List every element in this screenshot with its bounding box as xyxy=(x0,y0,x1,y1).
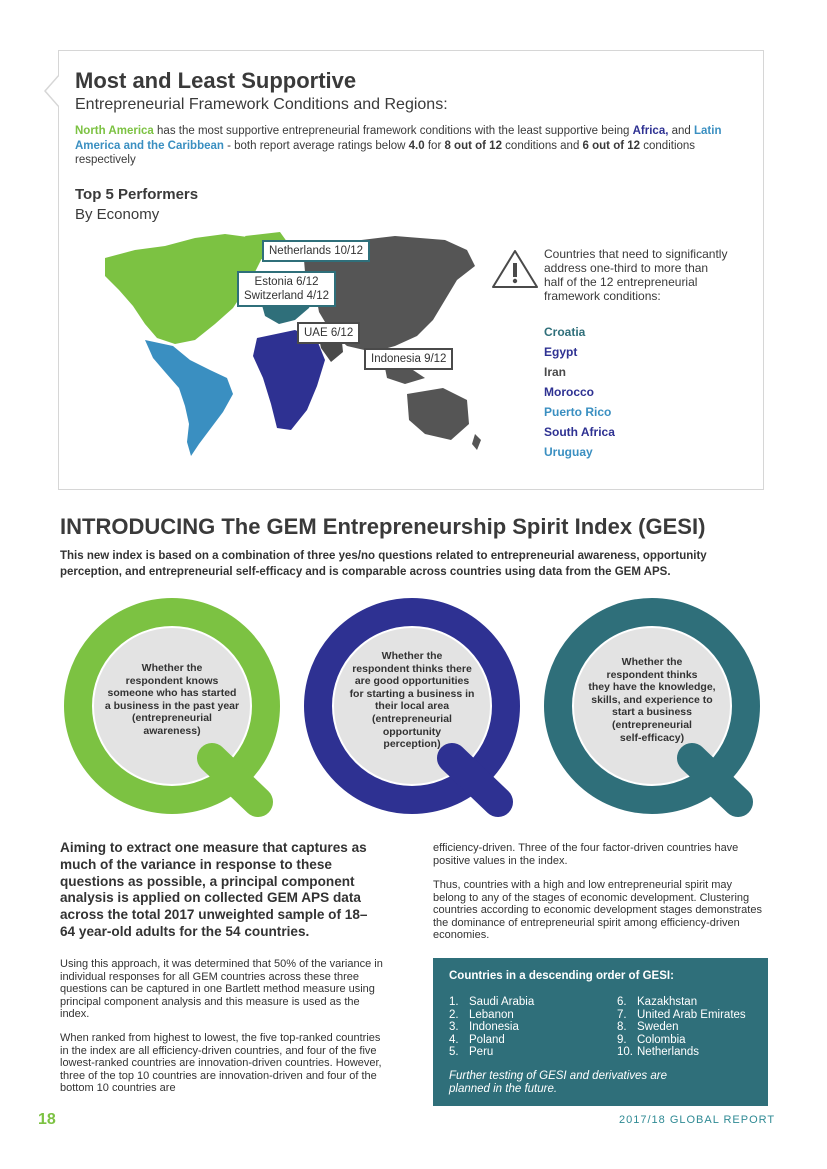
page-number: 18 xyxy=(38,1111,56,1128)
body-paragraph-2: When ranked from highest to lowest, the five top-ranked countries in the index are all efficiency-driven countries, and four of the five lowest-ranked countries are innovation-driven countries. However, three of the top 10 countries are innovation-driven and four of the bottom 10 countries are xyxy=(60,1032,382,1095)
gesi-ranking-box xyxy=(433,958,768,1106)
panel-subtitle: Entrepreneurial Framework Conditions and Regions: xyxy=(75,96,448,113)
ranking-note: Further testing of GESI and derivatives are planned in the future. xyxy=(449,1070,667,1095)
ranking-item: 7. United Arab Emirates xyxy=(617,1008,746,1021)
region-africa: Africa, xyxy=(632,125,669,137)
ranking-title: Countries in a descending order of GESI: xyxy=(449,970,674,982)
country-morocco: Morocco xyxy=(544,385,595,399)
warning-icon xyxy=(490,248,540,290)
gesi-title: INTRODUCING The GEM Entrepreneurship Spirit Index (GESI) xyxy=(60,514,706,539)
country-egypt: Egypt xyxy=(544,345,578,359)
country-south-africa: South Africa xyxy=(544,425,615,439)
question-text-self-efficacy: Whether the respondent thinks they have the knowledge, skills, and experience to start a business (entrepreneurial self-efficacy) xyxy=(588,656,716,744)
callout-switzerland: Switzerland 4/12 xyxy=(244,290,330,302)
top5-title: Top 5 Performers xyxy=(75,186,199,203)
map-africa xyxy=(253,330,325,430)
callout-netherlands: Netherlands 10/12 xyxy=(262,240,370,262)
map-australia xyxy=(407,388,469,440)
panel-intro-paragraph: North America has the most supportive entrepreneurial framework conditions with the least supportive being Africa, and Latin America and the Caribbean - both report average ratings below 4.0 for 8 out of 12 conditions and 6 out of 12 conditions respectively xyxy=(75,125,722,166)
ranking-item: 9. Colombia xyxy=(617,1033,686,1046)
callout-estonia-switzerland xyxy=(237,271,336,307)
ranking-list-left xyxy=(449,996,534,1059)
country-iran: Iran xyxy=(544,365,567,379)
map-latin-america xyxy=(145,340,233,456)
region-latin-america: Latin America and the Caribbean xyxy=(75,125,722,152)
ranking-item: 10. Netherlands xyxy=(617,1046,700,1059)
ranking-item: 2. Lebanon xyxy=(449,1008,514,1021)
world-map xyxy=(95,228,485,463)
ranking-item: 5. Peru xyxy=(449,1046,494,1059)
top5-subtitle: By Economy xyxy=(75,206,160,223)
country-uruguay: Uruguay xyxy=(544,445,593,459)
question-text-awareness: Whether the respondent knows someone who has started a business in the past year (entrepreneurial awareness) xyxy=(104,662,240,737)
callout-indonesia: Indonesia 9/12 xyxy=(364,348,453,370)
panel-title: Most and Least Supportive xyxy=(75,68,357,93)
callout-uae: UAE 6/12 xyxy=(297,322,360,344)
ranking-item: 6. Kazakhstan xyxy=(617,996,698,1008)
ranking-item: 3. Indonesia xyxy=(449,1021,519,1034)
callout-estonia: Estonia 6/12 xyxy=(254,276,319,288)
region-north-america: North America xyxy=(75,125,154,137)
country-puerto-rico: Puerto Rico xyxy=(544,405,612,419)
ranking-list-right xyxy=(617,996,746,1059)
aim-paragraph: Aiming to extract one measure that captures as much of the variance in response to these questions as possible, a principal component analysis is applied on collected GEM APS data across the total 2017 unweighted sample of 18–64 year-old adults for the 54 countries. xyxy=(60,840,368,939)
report-title: 2017/18 GLOBAL REPORT xyxy=(619,1114,776,1126)
at-risk-country-list xyxy=(544,322,615,462)
country-croatia: Croatia xyxy=(544,325,586,339)
question-text-opportunity: Whether the respondent thinks there are good opportunities for starting a business in their local area (entrepreneurial opportunity perception) xyxy=(349,650,475,751)
warning-text: Countries that need to significantly address one-third to more than half of the 12 entrepreneurial framework conditions: xyxy=(544,247,728,303)
body-paragraph-4: Thus, countries with a high and low entrepreneurial spirit may belong to any of the stages of economic development. Clustering countries according to economic development stages demonstrates the dominance of entrepreneurial spirit among efficiency-driven economies. xyxy=(433,879,762,942)
body-paragraph-1: Using this approach, it was determined that 50% of the variance in individual responses for all GEM countries across these three questions can be captured in one Bartlett method measure using principal component analysis and this measure is used as the index. xyxy=(60,958,383,1021)
ranking-item: 4. Poland xyxy=(449,1033,505,1046)
ranking-item: 8. Sweden xyxy=(617,1021,679,1034)
body-paragraph-3: efficiency-driven. Three of the four factor-driven countries have positive values in the index. xyxy=(433,842,739,867)
gesi-subtitle: This new index is based on a combination of three yes/no questions related to entrepreneurial awareness, opportunity perception, and entrepreneurial self-efficacy and is comparable across countries using data from the GEM APS. xyxy=(60,550,707,578)
ranking-item: 1. Saudi Arabia xyxy=(449,996,535,1008)
